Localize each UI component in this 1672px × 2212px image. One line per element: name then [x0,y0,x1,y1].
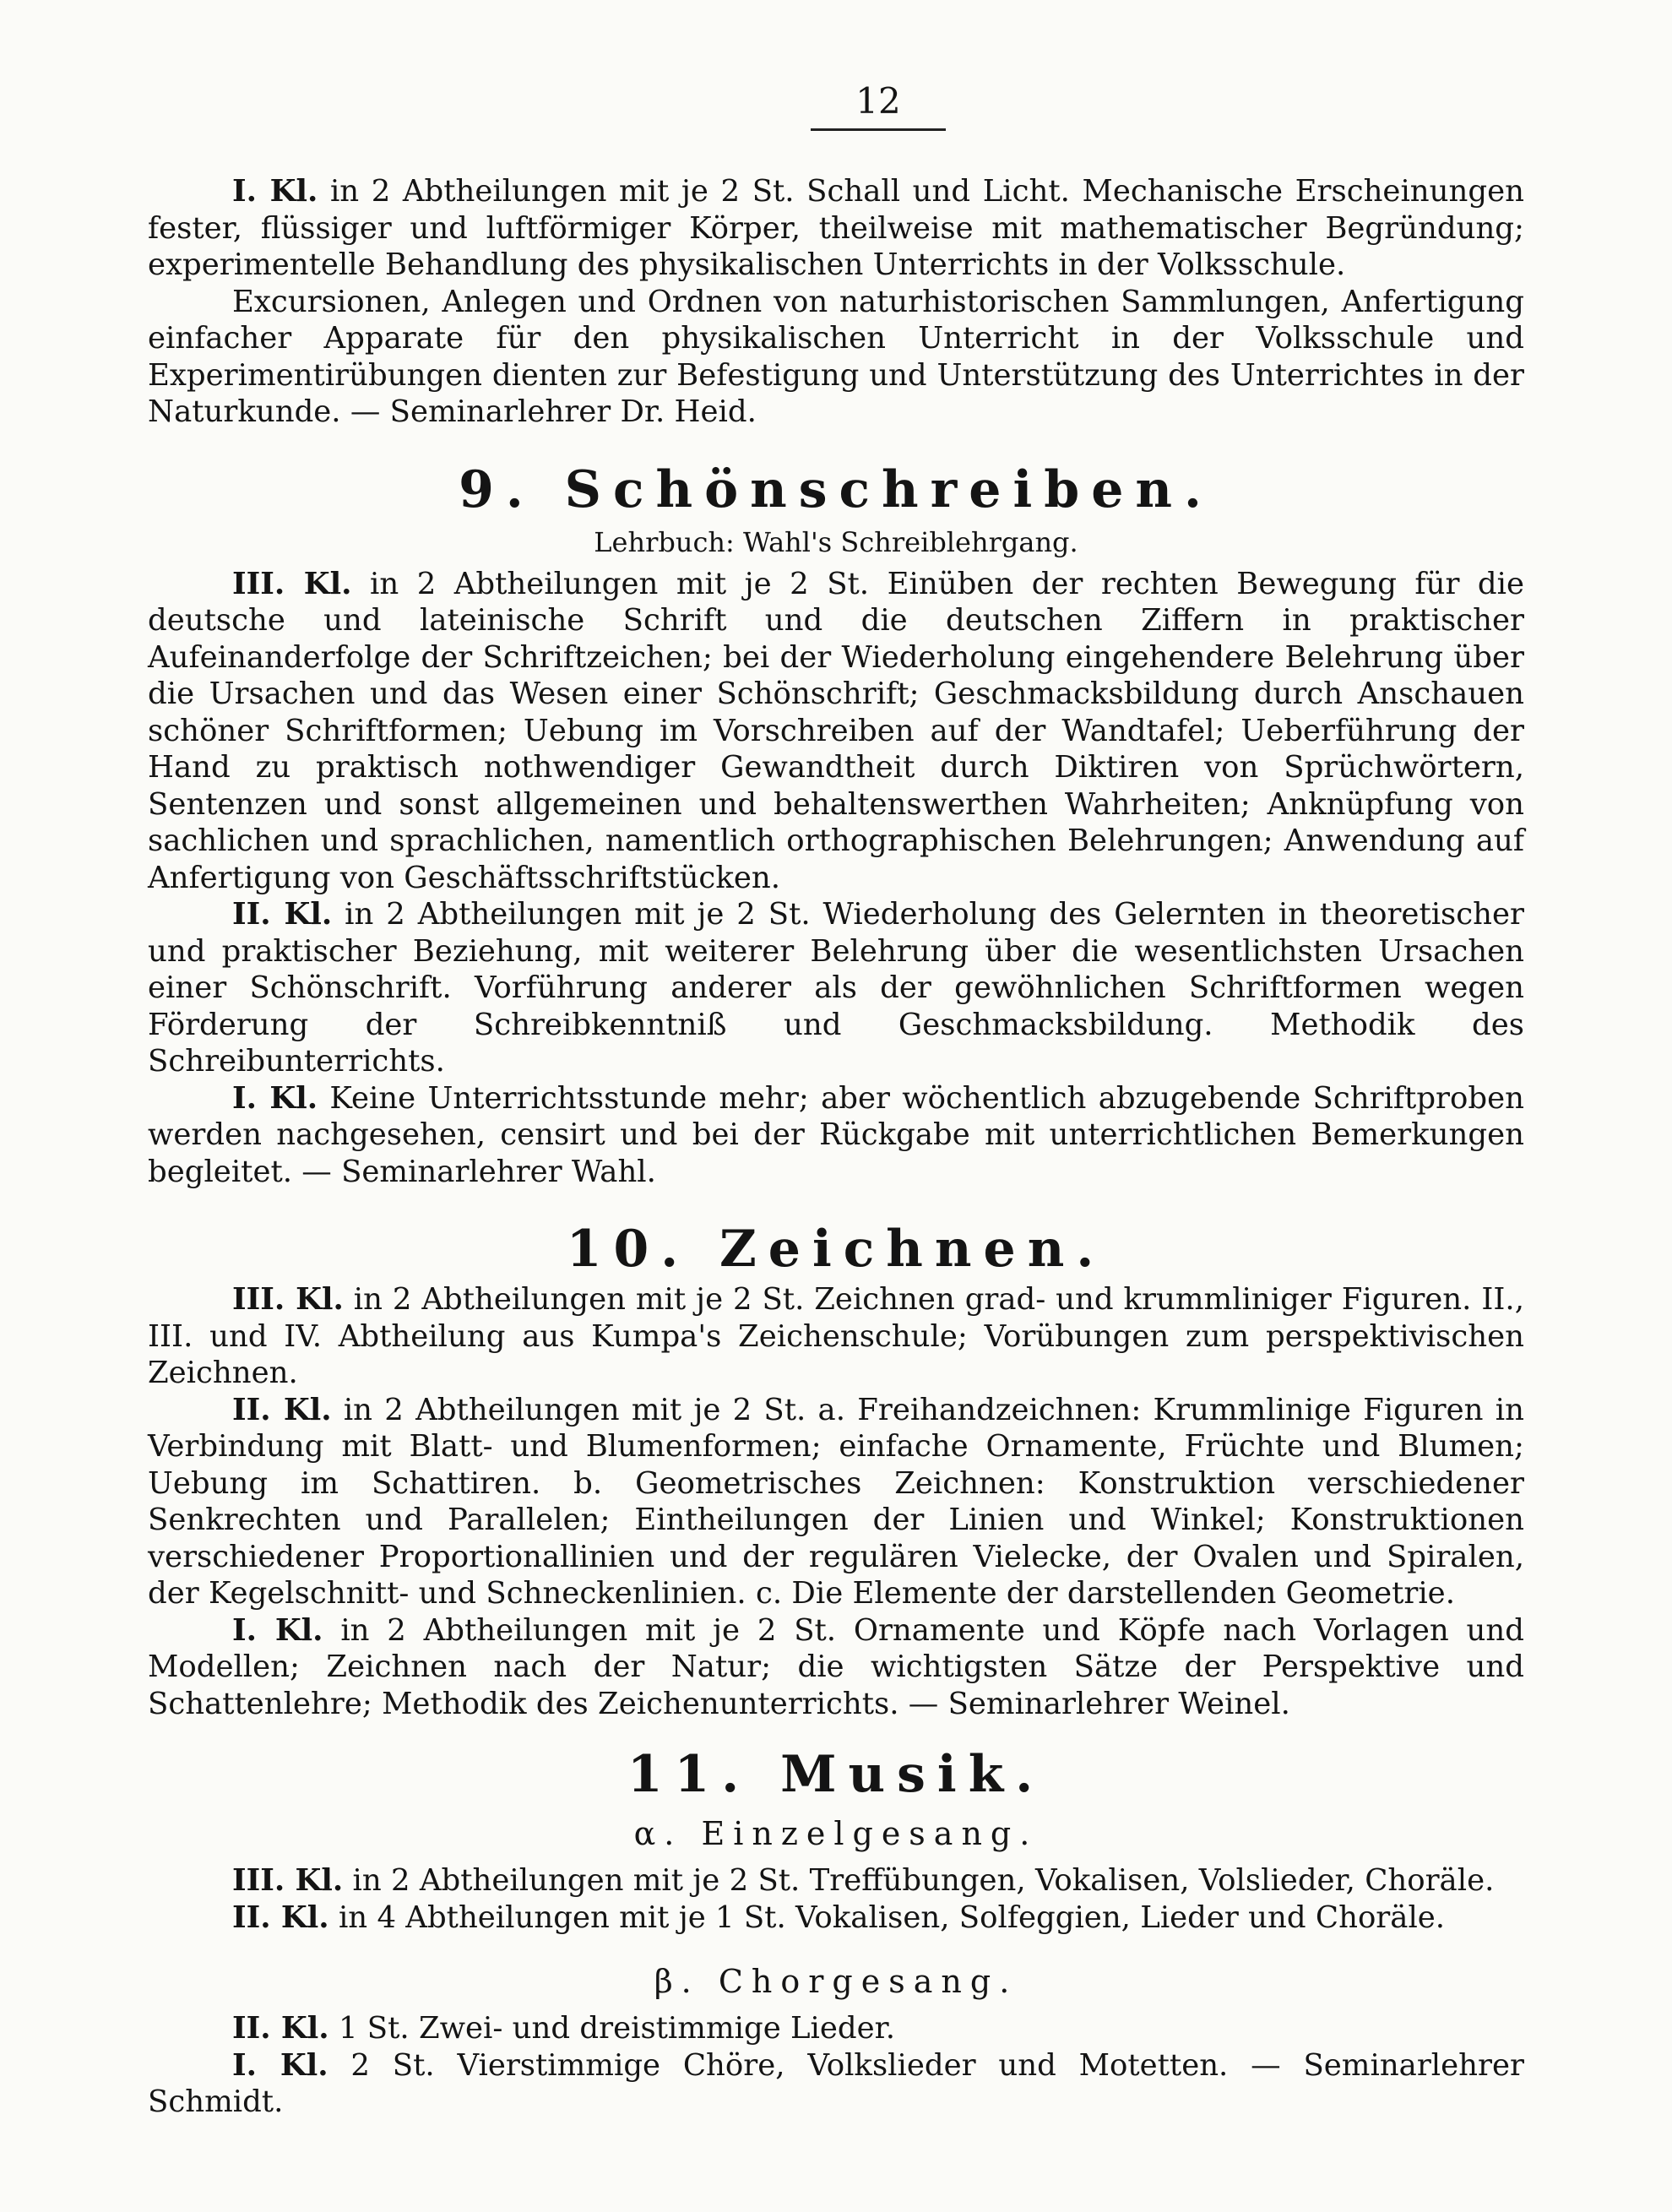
paragraph [148,2010,1524,2047]
class-label: II. Kl. [232,1392,332,1427]
section-musik [148,1744,1524,2121]
paragraph [148,173,1524,284]
paragraph-text: in 2 Abtheilungen mit je 2 St. Zeichnen grad- und krummliniger Figuren. II., III. und IV. Abtheilung aus Kumpa's Zeichenschule; Vorübungen zum perspektivischen Zeichnen. [148,1282,1524,1390]
paragraph-text: in 2 Abtheilungen mit je 2 St. a. Freihandzeichnen: Krummlinige Figuren in Verbindung mit Blatt- und Blumenformen; einfache Ornamente, Früchte und Blumen; Uebung im Schattiren. b. Geometrisches Zeichnen: Konstruktion verschiedener Senkrechten und Parallelen; Eintheilungen der Linien und Winkel; Konstruktionen verschiedener Proportionallinien und der regulären Vielecke, der Ovalen und Spiralen, der Kegelschnitt- und Schneckenlinien. c. Die Elemente der darstellenden Geometrie. [148,1392,1524,1611]
paragraph [148,1080,1524,1191]
paragraph [148,1862,1524,1899]
paragraph-text: 2 St. Vierstimmige Chöre, Volkslieder und Motetten. — Seminarlehrer Schmidt. [148,2047,1524,2119]
class-label: I. Kl. [232,2047,328,2083]
paragraph [148,1392,1524,1612]
paragraph [148,2047,1524,2121]
textbook-note: Lehrbuch: Wahl's Schreiblehrgang. [594,525,1078,558]
class-label: II. Kl. [232,1899,329,1935]
class-label: II. Kl. [232,2011,329,2046]
class-label: III. Kl. [232,1282,344,1317]
class-label: III. Kl. [232,1863,344,1898]
class-label: I. Kl. [232,1612,323,1648]
paragraph-text: Keine Unterrichtsstunde mehr; aber wöchentlich abzugebende Schriftproben werden nachgesehen, censirt und bei der Rückgabe mit unterrichtlichen Bemerkungen begleitet. — Seminarlehrer Wahl. [148,1080,1524,1189]
paragraph-text: in 2 Abtheilungen mit je 2 St. Wiederholung des Gelernten in theoretischer und praktischer Beziehung, mit weiterer Belehrung über die wesentlichsten Ursachen einer Schönschrift. Vorführung anderer als der gewöhnlichen Schriftformen wegen Förderung der Schreibkenntniß und Geschmacksbildung. Methodik des Schreibunterrichts. [148,897,1524,1079]
page-number: 12 [811,80,946,131]
paragraph-text: in 4 Abtheilungen mit je 1 St. Vokalisen, Solfeggien, Lieder und Choräle. [338,1899,1446,1935]
section-physik-continued [148,173,1524,431]
subsection-heading: β. Chorgesang. [654,1963,1018,2000]
section-heading: 9. Schönschreiben. [459,459,1213,519]
paragraph-text: in 2 Abtheilungen mit je 2 St. Schall und Licht. Mechanische Erscheinungen fester, flüssiger und luftförmiger Körper, theilweise mit mathematischer Begründung; experimentelle Behandlung des physikalischen Unterrichts in der Volksschule. [148,174,1524,282]
paragraph-text: in 2 Abtheilungen mit je 2 St. Treffübungen, Vokalisen, Volslieder, Choräle. [352,1863,1495,1898]
paragraph: Excursionen, Anlegen und Ordnen von naturhistorischen Sammlungen, Anfertigung einfacher Apparate für den physikalischen Unterricht in der Volksschule und Experimentirübungen dienten zur Befestigung und Unterstützung des Unterrichtes in der Naturkunde. — Seminarlehrer Dr. Heid. [148,284,1524,429]
class-label: I. Kl. [232,1080,318,1116]
paragraph [148,1899,1524,1937]
paragraph-text: in 2 Abtheilungen mit je 2 St. Einüben der rechten Bewegung für die deutsche und lateinische Schrift und die deutschen Ziffern in praktischer Aufeinanderfolge der Schriftzeichen; bei der Wiederholung eingehendere Belehrung über die Ursachen und das Wesen einer Schönschrift; Geschmacksbildung durch Anschauen schöner Schriftformen; Uebung im Vorschreiben auf der Wandtafel; Ueberführung der Hand zu praktisch nothwendiger Gewandtheit durch Diktiren von Sprüchwörtern, Sentenzen und sonst allgemeinen und behaltenswerthen Wahrheiten; Anknüpfung von sachlichen und sprachlichen, namentlich orthographischen Belehrungen; Anwendung auf Anfertigung von Geschäftsschriftstücken. [148,566,1524,895]
class-label: III. Kl. [232,566,352,601]
subsection-heading: α. Einzelgesang. [633,1815,1039,1852]
paragraph [148,896,1524,1080]
paragraph [148,1281,1524,1392]
section-schoenschreiben [148,459,1524,1191]
class-label: II. Kl. [232,897,333,932]
section-heading: 11. Musik. [627,1745,1045,1804]
paragraph [148,1612,1524,1723]
class-label: I. Kl. [232,174,318,209]
section-zeichnen [148,1219,1524,1722]
document-body [148,173,1524,2121]
section-heading: 10. Zeichnen. [566,1220,1106,1279]
paragraph-text: 1 St. Zwei- und dreistimmige Lieder. [338,2011,896,2046]
paragraph [148,566,1524,897]
paragraph-text: in 2 Abtheilungen mit je 2 St. Ornamente und Köpfe nach Vorlagen und Modellen; Zeichnen nach der Natur; die wichtigsten Sätze der Perspektive und Schattenlehre; Methodik des Zeichenunterrichts. — Seminarlehrer Weinel. [148,1612,1524,1721]
